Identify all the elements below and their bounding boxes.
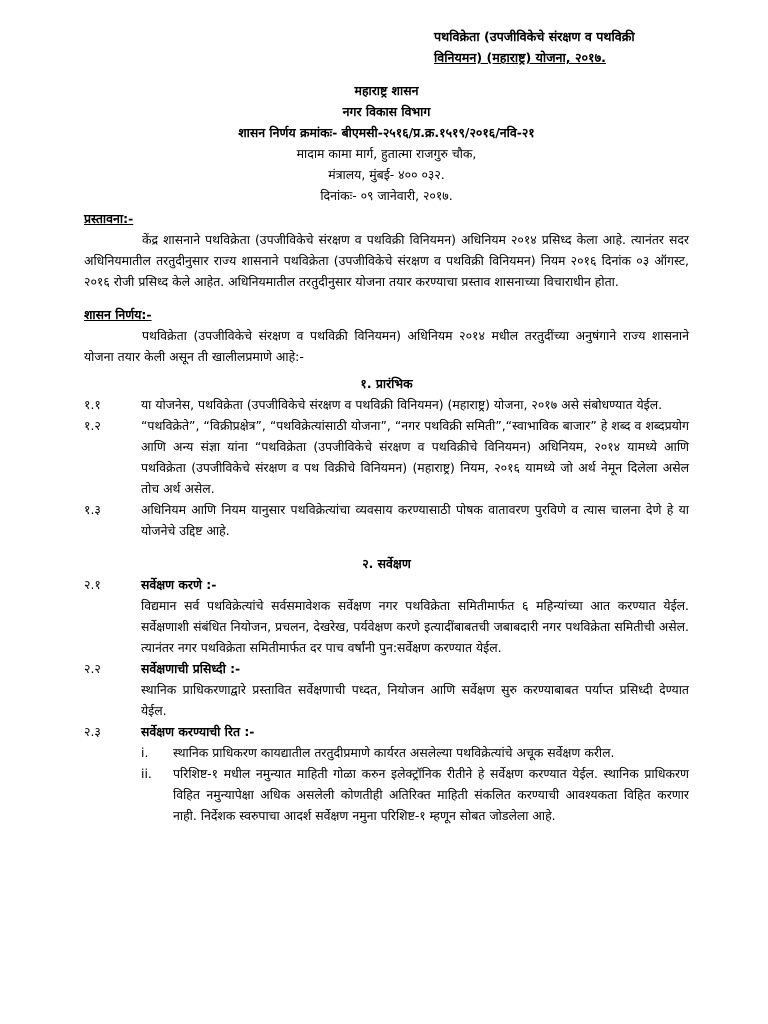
scheme-title	[434, 26, 689, 68]
section2-title: २. सर्वेक्षण	[362, 556, 411, 571]
clause-number: २.१	[84, 577, 101, 592]
clause-text: “पथविक्रेते”, “विक्रीप्रक्षेत्र”, “पथविक्रेत्यांसाठी योजना”, “नगर पथविक्री समिती”,“स्वाभाविक बाजार” हे शब्द व शब्दप्रयोग आणि अन्य संज्ञा यांना “पथविक्रेता (उपजीविकेचे संरक्षण व पथविक्रीचे विनियमन) अधिनियम, २०१४ यामध्ये आणि पथविक्रेता (उपजीविकेचे संरक्षण व पथ विक्रीचे विनियमन) (महाराष्ट्र) नियम, २०१६ यामध्ये जो अर्थ नेमून दिलेला असेल तोच अर्थ असेल.	[141, 418, 689, 496]
clause-1-3	[84, 499, 689, 541]
document-date: दिनांकः- ०९ जानेवारी, २०१७.	[320, 188, 453, 203]
scheme-title-line1: पथविक्रेता (उपजीविकेचे संरक्षण व पथविक्री	[434, 29, 635, 44]
clause-heading: सर्वेक्षण करण्याची रित :-	[141, 724, 255, 739]
clause-heading: सर्वेक्षण करणे :-	[141, 577, 217, 592]
clause-2-3	[84, 721, 689, 826]
clause-2-1	[84, 574, 689, 658]
sub-clause-number: i.	[141, 745, 149, 760]
preamble-heading: प्रस्तावना:-	[84, 211, 134, 226]
decision-heading: शासन निर्णय:-	[84, 307, 152, 322]
sub-clause-text: स्थानिक प्राधिकरण कायद्यातील तरतुदीप्रमाणे कार्यरत असलेल्या पथविक्रेत्यांचे अचूक सर्वेक्षण करील.	[173, 745, 615, 760]
clause-number: २.३	[84, 724, 101, 739]
decision-text: पथविक्रेता (उपजीविकेचे संरक्षण व पथविक्री विनियमन) अधिनियम २०१४ मधील तरतुदींच्या अनुषंगाने राज्य शासनाने योजना तयार केली असून ती खालीलप्रमाणे आहे:-	[84, 328, 689, 364]
scheme-title-line2: विनियमन) (महाराष्ट्र) योजना, २०१७.	[434, 50, 606, 65]
document-header	[84, 80, 689, 206]
gr-number: शासन निर्णय क्रमांकः- बीएमसी-२५१६/प्र.क्र.१५१९/२०१६/नवि-२१	[238, 125, 535, 140]
sub-clause-i	[141, 742, 689, 763]
clause-text: अधिनियम आणि नियम यानुसार पथविक्रेत्यांचा व्यवसाय करण्यासाठी पोषक वातावरण पुरविणे व त्यास चालना देणे हे या योजनेचे उद्दिष्ट आहे.	[141, 502, 689, 538]
clause-number: २.२	[84, 661, 101, 676]
govt-name: महाराष्ट्र शासन	[354, 83, 419, 98]
clause-text: विद्यमान सर्व पथविक्रेत्यांचे सर्वसमावेशक सर्वेक्षण नगर पथविक्रेता समितीमार्फत ६ महिन्यांच्या आत करण्यात येईल. सर्वेक्षणाशी संबंधित नियोजन, प्रचलन, देखरेख, पर्यवेक्षण करणे इत्यादींबाबतची जबाबदारी नगर पथविक्रेता समितीची असेल. त्यानंतर नगर पथविक्रेता समितीमार्फत दर पाच वर्षांनी पुन:सर्वेक्षण करण्यात येईल.	[141, 598, 689, 655]
clause-text: स्थानिक प्राधिकरणाद्वारे प्रस्तावित सर्वेक्षणाची पध्दत, नियोजन आणि सर्वेक्षण सुरु करण्याबाबत पर्याप्त प्रसिध्दी देण्यात येईल.	[141, 682, 689, 718]
section1-title: १. प्रारंभिक	[360, 376, 413, 391]
clause-1-2	[84, 415, 689, 499]
clause-number: १.३	[84, 502, 101, 517]
sub-clause-number: ii.	[141, 766, 152, 781]
clause-1-1	[84, 394, 689, 415]
clause-number: १.१	[84, 397, 101, 412]
clause-number: १.२	[84, 418, 101, 433]
clause-2-2	[84, 658, 689, 721]
document-page	[84, 26, 689, 826]
sub-clause-text: परिशिष्ट-१ मधील नमुन्यात माहिती गोळा करुन इलेक्ट्रॉनिक रीतीने हे सर्वेक्षण करण्यात येईल. स्थानिक प्राधिकरण विहित नमुन्यापेक्षा अधिक असलेली कोणतीही अतिरिक्त माहिती संकलित करण्याची आवश्यकता विहित करणार नाही. निर्देशक स्वरुपाचा आदर्श सर्वेक्षण नमुना परिशिष्ट-१ म्हणून सोबत जोडलेला आहे.	[173, 766, 689, 823]
clause-text: या योजनेस, पथविक्रेता (उपजीविकेचे संरक्षण व पथविक्री विनियमन) (महाराष्ट्र) योजना, २०१७ असे संबोधण्यात येईल.	[141, 397, 663, 412]
department-name: नगर विकास विभाग	[342, 104, 431, 119]
address-line1: मादाम कामा मार्ग, हुतात्मा राजगुरु चौक,	[296, 146, 477, 161]
sub-clause-ii	[141, 763, 689, 826]
preamble-text: केंद्र शासनाने पथविक्रेता (उपजीविकेचे संरक्षण व पथविक्री विनियमन) अधिनियम २०१४ प्रसिध्द केला आहे. त्यानंतर सदर अधिनियमातील तरतुदीनुसार राज्य शासनाने पथविक्रेता (उपजीविकेचे संरक्षण व पथविक्री विनियमन) नियम २०१६ दिनांक ०३ ऑगस्ट, २०१६ रोजी प्रसिध्द केले आहेत. अधिनियमातील तरतुदीनुसार योजना तयार करण्याचा प्रस्ताव शासनाच्या विचाराधीन होता.	[84, 232, 689, 289]
address-line2: मंत्रालय, मुंबई- ४०० ०३२.	[328, 167, 445, 182]
clause-heading: सर्वेक्षणाची प्रसिध्दी :-	[141, 661, 241, 676]
